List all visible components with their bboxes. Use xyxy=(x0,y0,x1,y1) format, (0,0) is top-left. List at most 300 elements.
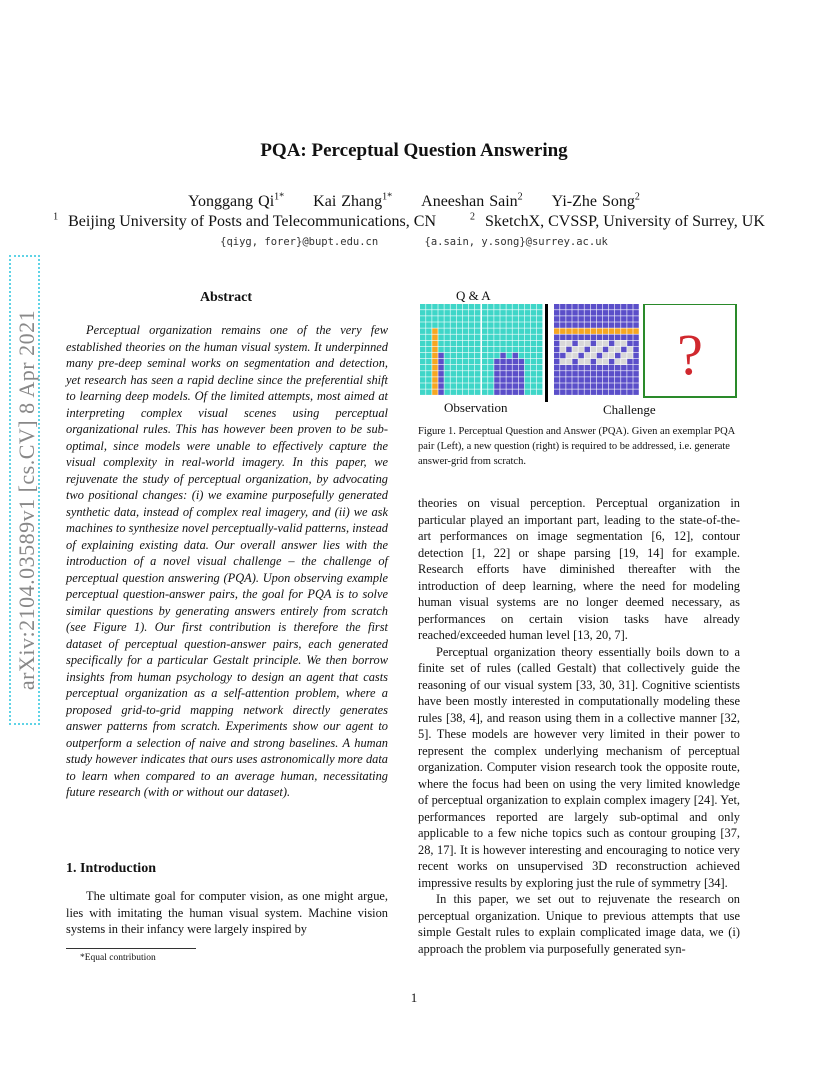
grid-cell xyxy=(426,322,432,328)
grid-cell xyxy=(627,365,633,371)
grid-cell xyxy=(578,322,584,328)
grid-cell xyxy=(420,328,426,334)
grid-cell xyxy=(537,316,543,322)
affiliations xyxy=(0,212,828,231)
grid-cell xyxy=(537,389,543,395)
grid-cell xyxy=(482,322,488,328)
grid-cell xyxy=(578,341,584,347)
grid-cell xyxy=(633,310,639,316)
grid-cell xyxy=(525,335,531,341)
grid-cell xyxy=(621,371,627,377)
grid-cell xyxy=(572,316,578,322)
grid-cell xyxy=(566,341,572,347)
grid-cell xyxy=(438,304,444,310)
grid-cell xyxy=(506,377,512,383)
grid-cell xyxy=(578,304,584,310)
grid-cell xyxy=(572,335,578,341)
grid-cell xyxy=(525,377,531,383)
grid-cell xyxy=(420,389,426,395)
grid-cell xyxy=(506,328,512,334)
grid-cell xyxy=(432,316,438,322)
grid-cell xyxy=(566,322,572,328)
grid-cell xyxy=(585,322,591,328)
grid-cell xyxy=(469,359,475,365)
grid-cell xyxy=(525,322,531,328)
grid-cell xyxy=(578,389,584,395)
grid-cell xyxy=(585,365,591,371)
grid-cell xyxy=(420,347,426,353)
grid-cell xyxy=(469,353,475,359)
grid-cell xyxy=(603,389,609,395)
grid-cell xyxy=(469,310,475,316)
grid-cell xyxy=(560,347,566,353)
grid-cell xyxy=(621,365,627,371)
grid-cell xyxy=(525,371,531,377)
grid-cell xyxy=(451,371,457,377)
grid-cell xyxy=(475,389,481,395)
paragraph: Perceptual organization theory essentially boils down to a finite set of rules (called Gestalt) that collectively guide the reasoning of our visual system [33, 30, 31]. Cognitive scientists have been mostly interested in computationally modeling these rules [38, 4], and reason using them in a collective manner [32, 5]. These models are however very limited in their power to represent the complex underlying mechanism of perceptual organization. Computer vision research took the opposite route, where the focus had been on using the very limited knowledge of perceptual organization to explain complex imagery [24]. Yet, performances reported are largely sub-optimal and only applicable to a few niche topics such as contour grouping [37, 28, 17]. It is however interesting and encouraging to notice very recent works on unsupervised 3D reconstruction achieved impressive results by exploring just the rule of symmetry [34]. xyxy=(418,644,740,890)
grid-cell xyxy=(578,316,584,322)
grid-cell xyxy=(444,316,450,322)
grid-cell xyxy=(633,371,639,377)
grid-cell xyxy=(426,328,432,334)
grid-cell xyxy=(621,377,627,383)
grid-cell xyxy=(494,316,500,322)
grid-cell xyxy=(444,328,450,334)
grid-cell xyxy=(627,341,633,347)
grid-cell xyxy=(519,359,525,365)
grid-cell xyxy=(494,304,500,310)
grid-cell xyxy=(537,341,543,347)
grid-cell xyxy=(519,310,525,316)
grid-cell xyxy=(519,389,525,395)
grid-cell xyxy=(572,328,578,334)
grid-cell xyxy=(494,353,500,359)
grid-cell xyxy=(531,389,537,395)
grid-cell xyxy=(525,383,531,389)
grid-cell xyxy=(494,310,500,316)
grid-cell xyxy=(609,389,615,395)
grid-cell xyxy=(438,371,444,377)
grid-cell xyxy=(432,304,438,310)
grid-cell xyxy=(475,316,481,322)
grid-cell xyxy=(566,365,572,371)
grid-cell xyxy=(554,353,560,359)
grid-cell xyxy=(627,335,633,341)
grid-cell xyxy=(469,389,475,395)
grid-cell xyxy=(585,383,591,389)
grid-cell xyxy=(591,365,597,371)
grid-cell xyxy=(519,335,525,341)
grid-cell xyxy=(469,304,475,310)
grid-cell xyxy=(457,353,463,359)
grid-cell xyxy=(519,341,525,347)
grid-cell xyxy=(537,322,543,328)
grid-cell xyxy=(494,341,500,347)
grid-cell xyxy=(585,310,591,316)
emails xyxy=(0,236,828,248)
grid-cell xyxy=(537,353,543,359)
abstract-body: Perceptual organization remains one of the very few established theories on the human visual system. It underpinned many pre-deep seminal works on segmentation and detection, yet research has seen a rapid decline since the preferential shift to learning deep models. Of the limited attempts, most aimed at interpreting complex visual scenes using perceptual organizational rules. This has however been proven to be sub-optimal, since models were unable to effectively capture the visual complexity in real-world imagery. In this paper, we rejuvenate the study of perceptual organization, by advocating two positional changes: (i) we examine purposefully generated synthetic data, instead of complex real imagery, and (ii) we ask machines to synthesize novel perceptually-valid patterns, instead of explaining existing data. Our overall answer lies with the introduction of a novel visual challenge – the challenge of perceptual question answering (PQA). Upon observing example perceptual question-answer pairs, the goal for PQA is to solve similar questions by generating answers entirely from scratch (see Figure 1). Our first contribution is therefore the first dataset of perceptual question-answer pairs, each generated specifically for a particular Gestalt principle. We then borrow insights from human psychology to design an agent that casts perceptual organization as a self-attention problem, where a proposed grid-to-grid mapping network directly generates answer patterns from scratch. Experiments show our agent to outperform a selection of naive and strong baselines. A human study however indicates that ours uses astronomically more data to learn when compared to an average human, necessitating future research (with or without our dataset). xyxy=(66,323,388,799)
grid-cell xyxy=(603,328,609,334)
grid-cell xyxy=(451,335,457,341)
grid-cell xyxy=(438,377,444,383)
grid-cell xyxy=(578,359,584,365)
grid-cell xyxy=(597,359,603,365)
grid-cell xyxy=(627,316,633,322)
grid-cell xyxy=(627,347,633,353)
paper-title: PQA: Perceptual Question Answering xyxy=(260,140,568,161)
grid-cell xyxy=(494,322,500,328)
grid-cell xyxy=(554,377,560,383)
grid-cell xyxy=(566,316,572,322)
author: Yonggang $Qi^{1*}$ xyxy=(188,192,285,211)
grid-cell xyxy=(457,322,463,328)
grid-cell xyxy=(506,341,512,347)
grid-cell xyxy=(457,304,463,310)
grid-cell xyxy=(451,322,457,328)
grid-cell xyxy=(572,371,578,377)
grid-cell xyxy=(572,347,578,353)
grid-cell xyxy=(615,353,621,359)
right-column-text xyxy=(418,495,740,957)
grid-cell xyxy=(609,365,615,371)
grid-cell xyxy=(475,353,481,359)
grid-cell xyxy=(519,383,525,389)
grid-cell xyxy=(560,328,566,334)
grid-cell xyxy=(444,335,450,341)
grid-cell xyxy=(627,310,633,316)
grid-cell xyxy=(621,341,627,347)
affiliation: $^1$ Beijing University of Posts and Telecommunications, CN xyxy=(53,212,437,231)
grid-cell xyxy=(457,341,463,347)
grid-cell xyxy=(488,371,494,377)
grid-cell xyxy=(609,353,615,359)
grid-cell xyxy=(566,310,572,316)
grid-cell xyxy=(506,347,512,353)
grid-cell xyxy=(519,371,525,377)
grid-cell xyxy=(531,353,537,359)
grid-cell xyxy=(432,371,438,377)
grid-cell xyxy=(438,389,444,395)
grid-cell xyxy=(633,335,639,341)
grid-cell xyxy=(633,341,639,347)
grid-cell xyxy=(554,359,560,365)
grid-cell xyxy=(438,347,444,353)
grid-cell xyxy=(519,328,525,334)
grid-cell xyxy=(578,328,584,334)
figure-right-label: Challenge xyxy=(603,402,656,417)
grid-cell xyxy=(537,383,543,389)
grid-cell xyxy=(463,353,469,359)
grid-cell xyxy=(426,359,432,365)
grid-cell xyxy=(603,377,609,383)
grid-cell xyxy=(603,322,609,328)
grid-cell xyxy=(627,328,633,334)
grid-cell xyxy=(475,377,481,383)
grid-cell xyxy=(591,322,597,328)
grid-cell xyxy=(615,341,621,347)
grid-cell xyxy=(457,316,463,322)
grid-cell xyxy=(537,310,543,316)
grid-cell xyxy=(482,304,488,310)
grid-cell xyxy=(426,365,432,371)
grid-cell xyxy=(420,371,426,377)
grid-cell xyxy=(451,341,457,347)
grid-cell xyxy=(531,310,537,316)
grid-cell xyxy=(560,316,566,322)
grid-cell xyxy=(500,371,506,377)
grid-cell xyxy=(469,322,475,328)
paragraph: In this paper, we set out to rejuvenate the research on perceptual organization. Unique to previous attempts that use simple Gestalt rules to explain complicated image data, we (i) approach the problem via purposefully generated syn- xyxy=(418,892,740,956)
grid-cell xyxy=(482,310,488,316)
grid-cell xyxy=(560,335,566,341)
grid-cell xyxy=(488,389,494,395)
grid-cell xyxy=(585,316,591,322)
grid-cell xyxy=(609,347,615,353)
grid-cell xyxy=(506,365,512,371)
grid-cell xyxy=(432,377,438,383)
grid-cell xyxy=(621,316,627,322)
grid-cell xyxy=(482,347,488,353)
grid-cell xyxy=(469,316,475,322)
grid-cell xyxy=(597,310,603,316)
grid-cell xyxy=(537,365,543,371)
grid-cell xyxy=(585,304,591,310)
email[interactable]: {qiyg, forer}@bupt.edu.cn xyxy=(220,236,379,248)
grid-cell xyxy=(457,335,463,341)
grid-cell xyxy=(578,383,584,389)
grid-cell xyxy=(451,383,457,389)
grid-cell xyxy=(500,347,506,353)
grid-cell xyxy=(438,328,444,334)
grid-cell xyxy=(566,335,572,341)
grid-cell xyxy=(432,310,438,316)
grid-cell xyxy=(531,383,537,389)
grid-cell xyxy=(513,353,519,359)
grid-cell xyxy=(578,335,584,341)
grid-cell xyxy=(432,347,438,353)
grid-cell xyxy=(451,310,457,316)
grid-cell xyxy=(609,304,615,310)
grid-cell xyxy=(475,335,481,341)
grid-cell xyxy=(531,377,537,383)
grid-cell xyxy=(572,353,578,359)
grid-cell xyxy=(566,377,572,383)
grid-cell xyxy=(475,365,481,371)
grid-cell xyxy=(438,316,444,322)
grid-cell xyxy=(500,322,506,328)
grid-cell xyxy=(475,383,481,389)
grid-cell xyxy=(444,359,450,365)
grid-cell xyxy=(621,328,627,334)
grid-cell xyxy=(531,341,537,347)
grid-cell xyxy=(566,359,572,365)
grid-cell xyxy=(432,322,438,328)
grid-cell xyxy=(463,322,469,328)
grid-cell xyxy=(432,365,438,371)
grid-cell xyxy=(537,371,543,377)
grid-cell xyxy=(554,335,560,341)
grid-cell xyxy=(494,377,500,383)
grid-cell xyxy=(585,328,591,334)
grid-cell xyxy=(444,389,450,395)
grid-cell xyxy=(451,316,457,322)
grid-cell xyxy=(597,328,603,334)
grid-cell xyxy=(572,341,578,347)
affiliation: $^2$ SketchX, CVSSP, University of Surrey, UK xyxy=(470,212,765,231)
grid-cell xyxy=(426,347,432,353)
grid-cell xyxy=(615,377,621,383)
grid-cell xyxy=(572,310,578,316)
email[interactable]: {a.sain, y.song}@surrey.ac.uk xyxy=(424,236,608,248)
grid-cell xyxy=(603,359,609,365)
grid-cell xyxy=(475,347,481,353)
grid-cell xyxy=(578,365,584,371)
grid-cell xyxy=(615,322,621,328)
grid-cell xyxy=(572,383,578,389)
grid-cell xyxy=(525,359,531,365)
grid-cell xyxy=(475,328,481,334)
grid-cell xyxy=(633,353,639,359)
grid-cell xyxy=(488,322,494,328)
grid-cell xyxy=(513,341,519,347)
author: Aneeshan Sain$^2$ xyxy=(421,192,523,211)
grid-cell xyxy=(444,347,450,353)
grid-cell xyxy=(426,316,432,322)
grid-cell xyxy=(513,365,519,371)
grid-cell xyxy=(475,310,481,316)
grid-cell xyxy=(566,304,572,310)
grid-cell xyxy=(609,335,615,341)
grid-cell xyxy=(560,371,566,377)
grid-cell xyxy=(609,371,615,377)
grid-cell xyxy=(513,304,519,310)
grid-cell xyxy=(591,389,597,395)
section-heading: 1. Introduction xyxy=(66,861,156,876)
grid-cell xyxy=(463,359,469,365)
grid-cell xyxy=(525,353,531,359)
figure-left-label: Observation xyxy=(444,400,508,415)
grid-cell xyxy=(500,377,506,383)
grid-cell xyxy=(633,328,639,334)
grid-cell xyxy=(457,371,463,377)
grid-cell xyxy=(603,365,609,371)
grid-cell xyxy=(554,310,560,316)
grid-cell xyxy=(578,377,584,383)
grid-cell xyxy=(597,353,603,359)
grid-cell xyxy=(615,365,621,371)
grid-cell xyxy=(609,377,615,383)
grid-cell xyxy=(621,353,627,359)
grid-cell xyxy=(500,341,506,347)
grid-cell xyxy=(537,328,543,334)
grid-cell xyxy=(525,304,531,310)
grid-cell xyxy=(426,335,432,341)
grid-cell xyxy=(609,383,615,389)
grid-cell xyxy=(531,347,537,353)
grid-cell xyxy=(488,365,494,371)
abstract-heading: Abstract xyxy=(199,290,253,305)
grid-cell xyxy=(537,304,543,310)
grid-cell xyxy=(597,316,603,322)
grid-cell xyxy=(444,322,450,328)
arxiv-identifier[interactable]: arXiv:2104.03589v1 [cs.CV] 8 Apr 2021 xyxy=(14,309,39,691)
grid-cell xyxy=(615,389,621,395)
grid-cell xyxy=(482,316,488,322)
grid-cell xyxy=(554,328,560,334)
grid-cell xyxy=(615,328,621,334)
grid-cell xyxy=(603,304,609,310)
grid-cell xyxy=(475,359,481,365)
grid-cell xyxy=(554,322,560,328)
grid-cell xyxy=(566,371,572,377)
author-list xyxy=(0,192,828,211)
grid-cell xyxy=(560,377,566,383)
grid-cell xyxy=(560,341,566,347)
grid-cell xyxy=(426,383,432,389)
grid-cell xyxy=(482,389,488,395)
grid-cell xyxy=(432,389,438,395)
grid-cell xyxy=(554,316,560,322)
grid-cell xyxy=(506,389,512,395)
grid-cell xyxy=(519,347,525,353)
grid-cell xyxy=(457,383,463,389)
grid-cell xyxy=(537,335,543,341)
grid-cell xyxy=(451,359,457,365)
grid-cell xyxy=(633,304,639,310)
grid-cell xyxy=(500,328,506,334)
grid-cell xyxy=(482,353,488,359)
grid-cell xyxy=(560,365,566,371)
grid-cell xyxy=(482,365,488,371)
grid-cell xyxy=(603,347,609,353)
grid-cell xyxy=(578,310,584,316)
grid-cell xyxy=(609,310,615,316)
grid-cell xyxy=(482,359,488,365)
grid-cell xyxy=(525,365,531,371)
grid-cell xyxy=(585,371,591,377)
grid-cell xyxy=(537,359,543,365)
grid-cell xyxy=(591,383,597,389)
grid-cell xyxy=(531,371,537,377)
grid-cell xyxy=(463,341,469,347)
grid-cell xyxy=(457,359,463,365)
grid-cell xyxy=(585,353,591,359)
footnote-rule xyxy=(66,948,196,949)
grid-cell xyxy=(506,371,512,377)
grid-cell xyxy=(633,359,639,365)
grid-cell xyxy=(457,328,463,334)
grid-cell xyxy=(420,304,426,310)
grid-cell xyxy=(597,389,603,395)
grid-cell xyxy=(494,371,500,377)
grid-cell xyxy=(420,335,426,341)
grid-cell xyxy=(488,304,494,310)
grid-cell xyxy=(519,377,525,383)
grid-cell xyxy=(597,371,603,377)
grid-cell xyxy=(591,341,597,347)
grid-cell xyxy=(591,371,597,377)
grid-cell xyxy=(603,371,609,377)
grid-cell xyxy=(566,347,572,353)
grid-cell xyxy=(597,322,603,328)
grid-cell xyxy=(420,377,426,383)
grid-cell xyxy=(482,328,488,334)
grid-cell xyxy=(444,304,450,310)
grid-cell xyxy=(426,341,432,347)
grid-cell xyxy=(519,322,525,328)
